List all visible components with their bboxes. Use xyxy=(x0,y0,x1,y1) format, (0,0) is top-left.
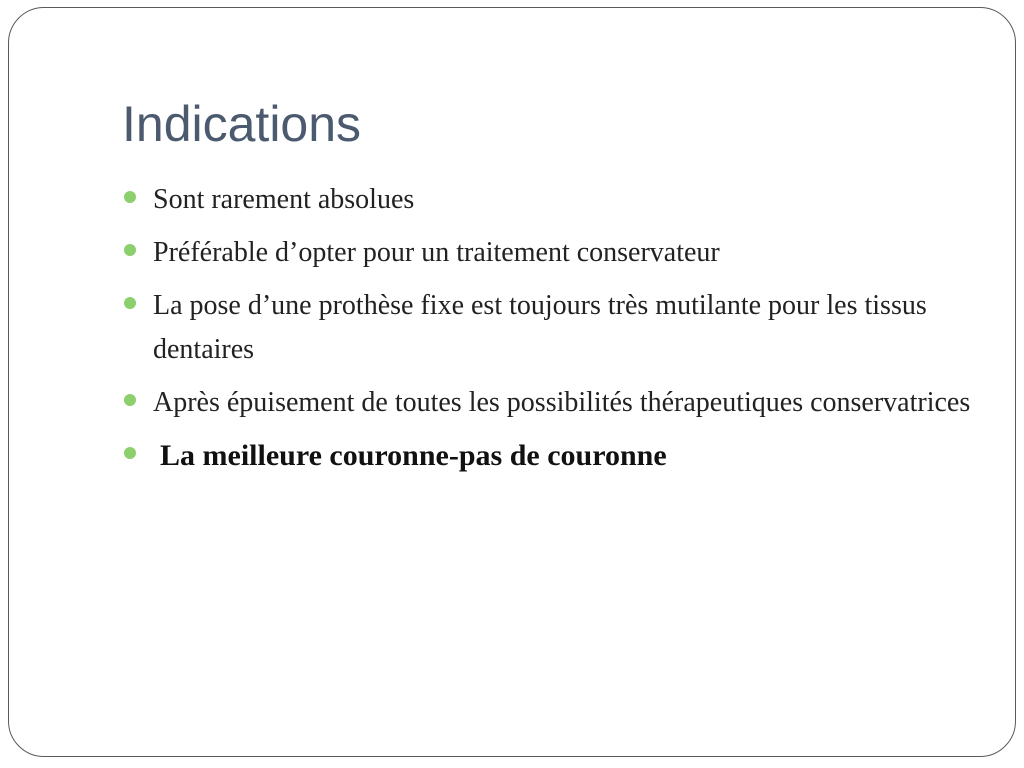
bullet-item xyxy=(122,381,972,425)
bullet-dot-icon xyxy=(124,297,136,309)
bullet-text: Après épuisement de toutes les possibilités thérapeutiques conservatrices xyxy=(153,387,971,418)
bullet-dot-icon xyxy=(124,191,136,203)
bullet-text: Préférable d’opter pour un traitement conservateur xyxy=(153,237,720,268)
bullet-item xyxy=(122,178,972,222)
bullet-dot-icon xyxy=(124,394,136,406)
bullet-list xyxy=(122,178,972,487)
bullet-dot-icon xyxy=(124,244,136,256)
bullet-text: Sont rarement absolues xyxy=(153,184,415,215)
bullet-text: La pose d’une prothèse fixe est toujours très mutilante pour les tissus dentaires xyxy=(153,290,927,365)
bullet-item-emphasis xyxy=(122,434,972,478)
bullet-text: La meilleure couronne-pas de couronne xyxy=(160,439,667,472)
slide-title: Indications xyxy=(122,96,362,152)
bullet-item xyxy=(122,284,972,372)
bullet-dot-icon xyxy=(124,447,136,459)
bullet-item xyxy=(122,231,972,275)
slide xyxy=(8,7,1016,757)
